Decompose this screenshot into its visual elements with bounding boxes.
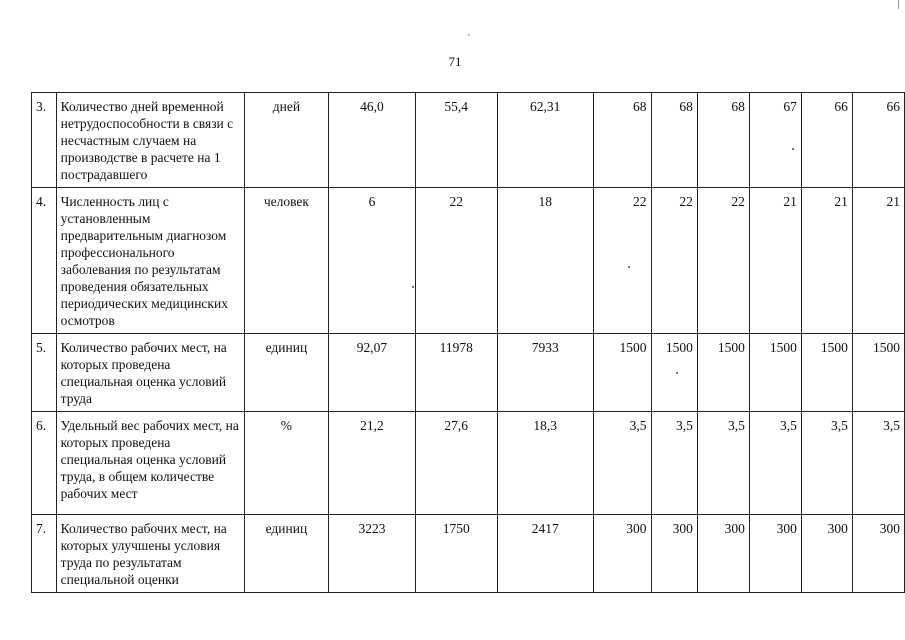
unit-cell: % [244,412,328,515]
value-cell: 21 [749,188,801,334]
value-cell: 1500 [749,334,801,412]
value-cell: 3,5 [651,412,697,515]
table-row [32,334,905,412]
indicator-name: Количество рабочих мест, на которых проведена специальная оценка условий труда [56,334,244,412]
value-cell: 1750 [415,515,497,593]
value-cell: 46,0 [328,93,415,188]
value-cell: 55,4 [415,93,497,188]
indicator-name: Количество рабочих мест, на которых улучшены условия труда по результатам специальной оценки [56,515,244,593]
row-number: 5. [32,334,57,412]
value-cell: 1500 [852,334,904,412]
value-cell: 300 [697,515,749,593]
table-row [32,93,905,188]
value-cell: 1500 [697,334,749,412]
value-cell: 300 [651,515,697,593]
scan-edge-mark [898,0,899,9]
indicator-name: Количество дней временной нетрудоспособности в связи с несчастным случаем на производстве в расчете на 1 пострадавшего [56,93,244,188]
indicator-name: Численность лиц с установленным предварительным диагнозом профессионального заболевания по результатам проведения обязательных периодических медицинских осмотров [56,188,244,334]
value-cell: 1500 [593,334,651,412]
value-cell: 3,5 [593,412,651,515]
scan-speck [792,148,794,150]
unit-cell: дней [244,93,328,188]
value-cell: 11978 [415,334,497,412]
value-cell: 68 [697,93,749,188]
table-row [32,515,905,593]
value-cell: 2417 [497,515,593,593]
value-cell: 7933 [497,334,593,412]
value-cell: 18 [497,188,593,334]
value-cell: 300 [593,515,651,593]
unit-cell: человек [244,188,328,334]
unit-cell: единиц [244,334,328,412]
indicators-table [31,92,905,593]
value-cell: 67 [749,93,801,188]
value-cell: 18,3 [497,412,593,515]
value-cell: 300 [852,515,904,593]
value-cell: 68 [651,93,697,188]
scan-speck [628,266,630,268]
value-cell: 66 [852,93,904,188]
row-number: 7. [32,515,57,593]
row-number: 3. [32,93,57,188]
indicator-name: Удельный вес рабочих мест, на которых проведена специальная оценка условий труда, в общем количестве рабочих мест [56,412,244,515]
scan-speck [676,372,678,374]
value-cell: 21 [801,188,852,334]
value-cell: 1500 [801,334,852,412]
value-cell: 300 [749,515,801,593]
value-cell: 1500 [651,334,697,412]
value-cell: 3223 [328,515,415,593]
value-cell: 3,5 [852,412,904,515]
value-cell: 3,5 [749,412,801,515]
value-cell: 22 [697,188,749,334]
value-cell: 92,07 [328,334,415,412]
row-number: 6. [32,412,57,515]
value-cell: 27,6 [415,412,497,515]
scan-speck [468,34,470,36]
value-cell: 22 [415,188,497,334]
value-cell: 21 [852,188,904,334]
value-cell: 68 [593,93,651,188]
value-cell: 66 [801,93,852,188]
scan-speck [412,286,414,288]
value-cell: 22 [593,188,651,334]
unit-cell: единиц [244,515,328,593]
value-cell: 21,2 [328,412,415,515]
row-number: 4. [32,188,57,334]
value-cell: 22 [651,188,697,334]
table-row [32,412,905,515]
table-row [32,188,905,334]
value-cell: 300 [801,515,852,593]
page-number: 71 [448,54,462,69]
value-cell: 6 [328,188,415,334]
value-cell: 3,5 [801,412,852,515]
value-cell: 62,31 [497,93,593,188]
value-cell: 3,5 [697,412,749,515]
